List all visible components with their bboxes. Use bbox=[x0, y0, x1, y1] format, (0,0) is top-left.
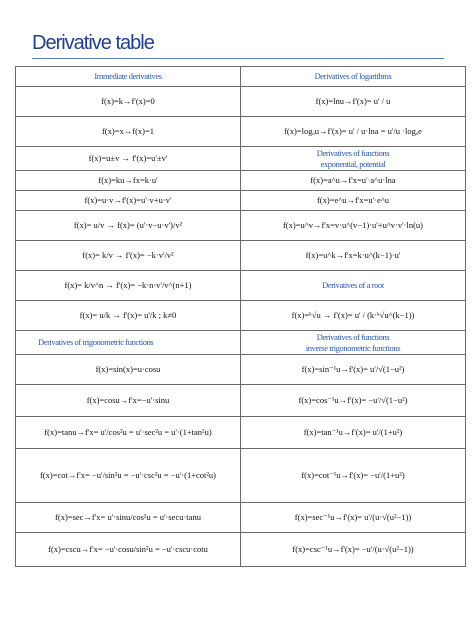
formula-cell: f(x)=u^v→f'x=v·u^(v−1)·u'+u^v·v'·ln(u) bbox=[241, 211, 466, 241]
page-title: Derivative table bbox=[32, 32, 154, 54]
formula-cell: f(x)=lnu→f'(x)= u' / u bbox=[241, 87, 466, 117]
title-underline bbox=[32, 58, 444, 59]
section-header-immediate: Immediate derivatives bbox=[16, 67, 241, 87]
formula-cell: f(x)= k/v → f'(x)= −k·v'/v² bbox=[16, 241, 241, 271]
section-header-root: Derivatives of a root bbox=[241, 271, 466, 301]
formula-cell: f(x)=x→f(x)=1 bbox=[16, 117, 241, 147]
section-header-line: Derivatives of functions bbox=[316, 331, 390, 342]
formula-cell: f(x)=cscu→f'x= −u'·cosu/sin²u = −u'·cscu·cotu bbox=[16, 533, 241, 567]
section-header-line: Derivatives of functions bbox=[316, 147, 390, 158]
formula-cell: f(x)=k→f'(x)=0 bbox=[16, 87, 241, 117]
formula-cell: f(x)=sin⁻¹u→f'(x)= u'/√(1−u²) bbox=[241, 355, 466, 385]
formula-cell: f(x)=u·v→f'(x)=u'·v+u·v' bbox=[16, 191, 241, 211]
formula-cell: f(x)=cot⁻¹u→f'(x)= −u'/(1+u²) bbox=[241, 449, 466, 503]
formula-cell: f(x)= u/v → f(x)= (u'·v−u·v')/v² bbox=[16, 211, 241, 241]
section-header-inverse-trig bbox=[241, 331, 466, 355]
formula-cell: f(x)=sec⁻¹u→f'(x)= u'/(u·√(u²−1)) bbox=[241, 503, 466, 533]
formula-cell: f(x)=ku→fx=k·u' bbox=[16, 171, 241, 191]
formula-cell: f(x)=logₐu→f'(x)= u' / u·lna = u'/u ·logₐe bbox=[241, 117, 466, 147]
section-header-line: inverse trigonometric functions bbox=[305, 342, 401, 353]
formula-cell: f(x)=tanu→f'x= u'/cos²u = u'·sec²u = u'·(1+tan²u) bbox=[16, 417, 241, 449]
section-header-exponential bbox=[241, 147, 466, 171]
formula-cell: f(x)=sin(x)=u·cosu bbox=[16, 355, 241, 385]
formula-cell: f(x)= k/v^n → f'(x)= −k·n·v'/v^(n+1) bbox=[16, 271, 241, 301]
formula-cell: f(x)=cot→f'x= −u'/sin²u = −u'·csc²u = −u'·(1+cot²u) bbox=[16, 449, 241, 503]
formula-cell: f(x)=sec→f'x= u'·sinu/cos²u = u'·secu·tanu bbox=[16, 503, 241, 533]
formula-cell: f(x)=u±v → f'(x)=u'±v' bbox=[16, 147, 241, 171]
section-header-logarithms: Derivatives of logarithms bbox=[241, 67, 466, 87]
formula-cell: f(x)=a^u→f'x=u'·a^u·lna bbox=[241, 171, 466, 191]
formula-cell: f(x)=ᵏ√u → f'(x)= u' / (k·ᵏ√u^(k−1)) bbox=[241, 301, 466, 331]
formula-cell: f(x)=csc⁻¹u→f'(x)= −u'/(u·√(u²−1)) bbox=[241, 533, 466, 567]
formula-cell: f(x)= u/k → f'(x)= u'/k ; k≠0 bbox=[16, 301, 241, 331]
section-header-trig: Derivatives of trigonometric functions bbox=[16, 331, 241, 355]
derivative-table bbox=[15, 66, 466, 567]
formula-cell: f(x)=e^u→f'x=u'·e^u bbox=[241, 191, 466, 211]
section-header-line: exponential, potential bbox=[320, 158, 386, 169]
formula-cell: f(x)=cos⁻¹u→f'(x)= −u'/√(1−u²) bbox=[241, 385, 466, 417]
formula-cell: f(x)=u^k→f'x=k·u^(k−1)·u' bbox=[241, 241, 466, 271]
formula-cell: f(x)=cosu→f'x=−u'·sinu bbox=[16, 385, 241, 417]
formula-cell: f(x)=tan⁻¹u→f'(x)= u'/(1+u²) bbox=[241, 417, 466, 449]
